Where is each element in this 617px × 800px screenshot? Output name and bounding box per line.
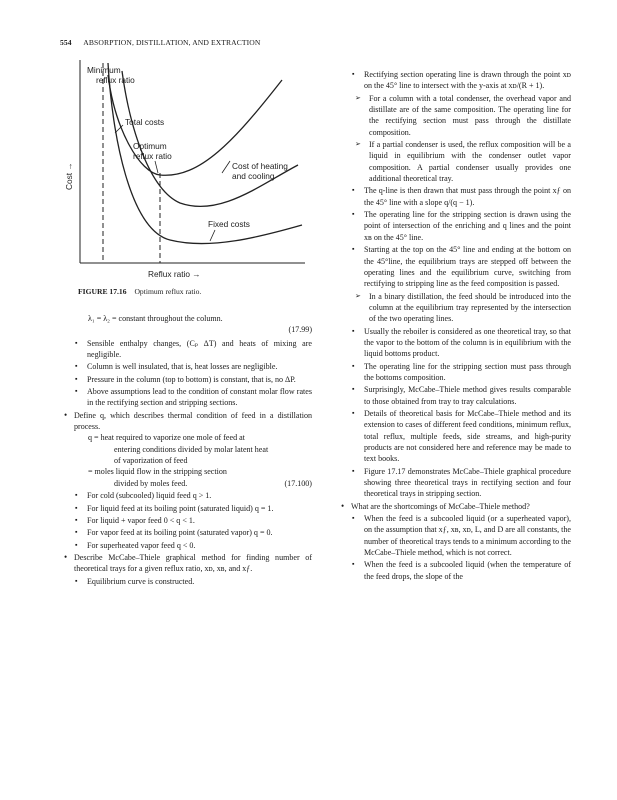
bullet-constant-flow: ▪ Above assumptions lead to the condition of constant molar flow rates in the rectifying section and stripping sections. [64,386,312,409]
label-heating-2: and cooling [232,171,275,181]
q-def-line-3: of vaporization of feed [114,456,188,466]
equation-17-100-tag: (17.100) [284,478,312,488]
bullet-saturated-vapor: ▪ For vapor feed at its boiling point (saturated vapor) q = 0. [64,527,312,538]
page-number: 554 [60,38,72,47]
bullet-surprisingly: ▪ Surprisingly, McCabe–Thiele method gives results comparable to those obtained from tray to tray calculations. [341,384,571,407]
heating-pointer [222,161,230,173]
bullet-details: ▪ Details of theoretical basis for McCabe–Thiele method and its extension to cases of different feed conditions, minimum reflux, total reflux, multiple feeds, side streams, and high-purity products are not considered here and reference may be made to text books. [341,408,571,465]
sub-total-condenser: ➢ For a column with a total condenser, the overhead vapor and distillate are of the same composition. The operating line for the rectifying section must pass through the distillate composition. [341,93,571,138]
equation-17-99-math: λ₁ = λ₂ = constant throughout the column. [88,314,223,323]
bullet-pressure: ▪ Pressure in the column (top to bottom) is constant, that is, no ΔP. [64,374,312,385]
bullet-enthalpy: ▪ Sensible enthalpy changes, (Cₚ ΔT) and heats of mixing are negligible. [64,338,312,361]
bullet-equilibrium-curve: ▪ Equilibrium curve is constructed. [64,576,312,587]
bullet-insulated: ▪ Column is well insulated, that is, heat losses are negligible. [64,361,312,372]
bullet-stripping-line: ▪ The operating line for the stripping section is drawn using the point of intersection of the enriching and q lines and the point xʙ on the 45° line. [341,209,571,243]
bullet-liquid-vapor: ▪ For liquid + vapor feed 0 < q < 1. [64,515,312,526]
bullet-stepping: ▪ Starting at the top on the 45° line and ending at the bottom on the 45°line, the equilibrium trays are stepped off between the operating lines and the equilibrium curve, switching from rectifying to stripping line as the feed composition is passed. [341,244,571,289]
q-def-line-1: q = heat required to vaporize one mole of feed at [88,433,245,443]
bullet-shortcomings: • What are the shortcomings of McCabe–Thiele method? [341,501,571,512]
bullet-stripping-pass: ▪ The operating line for the stripping section must pass through the bottoms composition. [341,361,571,384]
sub-binary-feed: ➢ In a binary distillation, the feed should be introduced into the column at the equilibrium tray represented by the intersection of the two operating lines. [341,291,571,325]
bullet-cold-feed: ▪ For cold (subcooled) liquid feed q > 1. [64,490,312,501]
label-heating-1: Cost of heating [232,161,288,171]
equation-17-99 [64,313,312,336]
label-total-costs: Total costs [125,117,165,127]
figure-optimum-reflux [60,55,310,285]
q-def-line-4: = moles liquid flow in the stripping section [88,467,227,477]
bullet-saturated-liquid: ▪ For liquid feed at its boiling point (saturated liquid) q = 1. [64,503,312,514]
running-title: ABSORPTION, DISTILLATION, AND EXTRACTION [83,38,261,47]
label-optimum-1: Optimum [133,141,167,151]
label-fixed-costs: Fixed costs [208,219,250,229]
sub-partial-condenser: ➢ If a partial condenser is used, the reflux composition will be a liquid in equilibrium with the condenser outlet vapor composition. A partial condenser usually provides one additional theoretical tray. [341,139,571,184]
running-header [60,38,260,47]
bullet-rectifying-line: ▪ Rectifying section operating line is drawn through the point xᴅ on the 45° line to intersect with the y-axis at xᴅ/(R + 1). [341,69,571,92]
figure-caption [78,287,201,296]
y-axis-label: Cost → [64,162,74,190]
q-definition [64,432,312,489]
x-axis-label: Reflux ratio → [148,269,201,279]
heating-cost-curve [122,71,298,206]
right-column [341,68,571,582]
bullet-define-q: • Define q, which describes thermal condition of feed in a distillation process. [64,410,312,433]
optimum-pointer [155,161,158,173]
label-optimum-2: reflux ratio [133,151,172,161]
label-minimum-2: reflux ratio [96,75,135,85]
q-def-tagline [98,478,312,489]
caption-number: FIGURE 17.16 [78,287,127,296]
bullet-describe-mccabe: • Describe McCabe–Thiele graphical method for finding number of theoretical trays for a given reflux ratio, xᴅ, xʙ, and xƒ. [64,552,312,575]
equation-17-99-tag: (17.99) [288,325,312,335]
bullet-subcooled-1: ▪ When the feed is a subcooled liquid (or a superheated vapor), on the assumption that xƒ, xʙ, xᴅ, L, and D are all constants, the number of theoretical trays tends to a minimum according to the McCabe–Thiele method, which is not correct. [341,513,571,558]
q-def-line-2: entering conditions divided by molar latent heat [114,444,269,454]
reflux-cost-diagram [60,55,310,285]
caption-text: Optimum reflux ratio. [134,287,202,296]
bullet-reboiler: ▪ Usually the reboiler is considered as one theoretical tray, so that the vapor to the bottom of the column is in equilibrium with the liquid bottoms product. [341,326,571,360]
bullet-figure-17-17: ▪ Figure 17.17 demonstrates McCabe–Thiele graphical procedure showing three theoretical trays in rectifying section and four theoretical trays in stripping section. [341,466,571,500]
bullet-subcooled-2: ▪ When the feed is a subcooled liquid (when the temperature of the feed drops, the slope of the [341,559,571,582]
label-minimum-1: Minimum [87,65,121,75]
left-column [64,313,312,587]
q-def-line-5: divided by moles feed. [114,478,188,488]
fixed-costs-pointer [210,230,215,241]
bullet-superheated: ▪ For superheated vapor feed q < 0. [64,540,312,551]
bullet-q-line: ▪ The q-line is then drawn that must pass through the point xƒ on the 45° line with a slope q/(q − 1). [341,185,571,208]
